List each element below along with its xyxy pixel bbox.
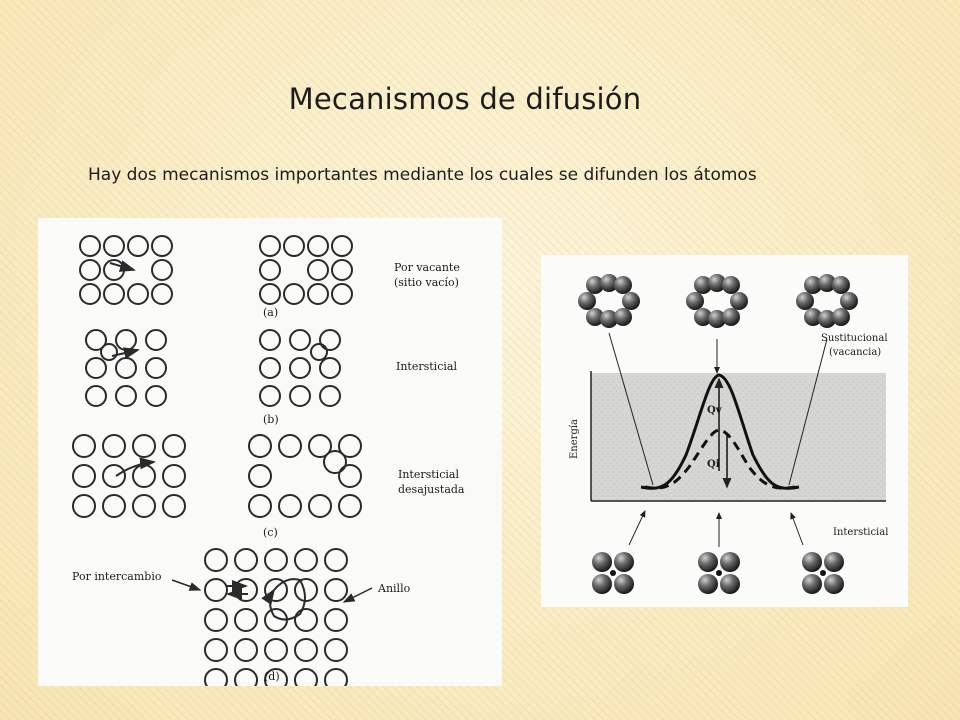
sphere-atom xyxy=(802,574,822,594)
lattice-atom xyxy=(308,284,328,304)
slide-subtitle: Hay dos mecanismos importantes mediante los cuales se difunden los átomos xyxy=(88,165,757,185)
lattice-atom xyxy=(86,386,106,406)
lattice-atom xyxy=(260,358,280,378)
label-intersticial-desajustada-2: desajustada xyxy=(398,483,465,496)
lattice-atom xyxy=(133,435,155,457)
lattice-atom xyxy=(249,435,271,457)
lattice-atom xyxy=(325,549,347,571)
lattice-atom xyxy=(205,639,227,661)
lattice-atom xyxy=(235,669,257,686)
lattice-atom xyxy=(265,639,287,661)
lattice-atom xyxy=(295,669,317,686)
sphere-atom xyxy=(592,574,612,594)
interstitial-lattice-before xyxy=(86,330,166,406)
vacancy-lattice-before xyxy=(80,236,172,304)
label-energia: Energía xyxy=(569,419,580,459)
diffusion-mechanisms-svg xyxy=(38,218,502,686)
interstitialcy-displaced-atom xyxy=(324,451,346,473)
lattice-atom xyxy=(163,435,185,457)
label-a: (a) xyxy=(263,306,279,319)
lattice-atom xyxy=(103,435,125,457)
interstitial-cluster-final xyxy=(802,552,844,594)
label-c: (c) xyxy=(263,526,278,539)
lattice-atom xyxy=(339,465,361,487)
interstitial-dot xyxy=(610,570,616,576)
lattice-atom xyxy=(146,330,166,350)
slide-title: Mecanismos de difusión xyxy=(288,82,642,116)
interstitial-atom-after xyxy=(311,344,327,360)
label-sitio-vacio: (sitio vacío) xyxy=(394,276,459,289)
label-anillo: Anillo xyxy=(378,582,411,595)
lattice-atom xyxy=(104,260,124,280)
sphere-atom xyxy=(622,292,640,310)
sphere-atom xyxy=(614,552,634,572)
lattice-atom xyxy=(309,495,331,517)
lattice-atom xyxy=(325,609,347,631)
interstitial-cluster-saddle xyxy=(698,552,740,594)
sphere-atom xyxy=(614,308,632,326)
vacancy-lattice-after xyxy=(260,236,352,304)
sphere-atom xyxy=(796,292,814,310)
interstitial-atom-clusters xyxy=(592,552,844,594)
sphere-atom xyxy=(720,552,740,572)
lattice-atom xyxy=(260,236,280,256)
lattice-atom xyxy=(265,549,287,571)
energy-plot-area xyxy=(591,373,886,501)
lattice-atom xyxy=(295,549,317,571)
lattice-atom xyxy=(284,236,304,256)
lattice-atom xyxy=(290,358,310,378)
lattice-atom xyxy=(128,284,148,304)
sphere-atom xyxy=(614,276,632,294)
lattice-atom xyxy=(133,495,155,517)
sphere-atom xyxy=(824,574,844,594)
interstitial-lattice-after xyxy=(260,330,340,406)
lattice-atom xyxy=(80,260,100,280)
lattice-atom xyxy=(80,236,100,256)
lattice-atom xyxy=(152,236,172,256)
lattice-atom xyxy=(290,386,310,406)
sphere-atom xyxy=(720,574,740,594)
sphere-atom xyxy=(722,276,740,294)
lattice-atom xyxy=(146,358,166,378)
label-b: (b) xyxy=(263,413,279,426)
lattice-atom xyxy=(260,386,280,406)
lattice-atom xyxy=(86,358,106,378)
lattice-atom xyxy=(205,609,227,631)
label-vacancia: (vacancia) xyxy=(829,347,882,358)
lattice-atom xyxy=(152,260,172,280)
lattice-atom xyxy=(332,260,352,280)
lattice-atom xyxy=(320,330,340,350)
lattice-atom xyxy=(332,236,352,256)
interstitial-dot xyxy=(716,570,722,576)
lattice-atom xyxy=(104,236,124,256)
lattice-atom xyxy=(205,549,227,571)
label-por-intercambio: Por intercambio xyxy=(72,570,162,583)
lattice-atom xyxy=(260,260,280,280)
lattice-atom xyxy=(279,435,301,457)
lattice-atom xyxy=(103,465,125,487)
lattice-atom xyxy=(104,284,124,304)
label-qv: Qv xyxy=(707,405,722,416)
pointer-intercambio xyxy=(172,580,200,590)
substitutional-atom-clusters xyxy=(578,274,858,328)
interstitialcy-lattice-after xyxy=(249,435,361,517)
lattice-atom xyxy=(116,386,136,406)
lattice-atom xyxy=(163,495,185,517)
sphere-atom xyxy=(686,292,704,310)
sphere-atom xyxy=(614,574,634,594)
lattice-atom xyxy=(325,639,347,661)
lattice-atom xyxy=(103,495,125,517)
lattice-atom xyxy=(260,330,280,350)
lattice-atom xyxy=(116,358,136,378)
pointer-bottom-left xyxy=(629,511,645,545)
lattice-atom xyxy=(260,284,280,304)
label-sustitucional: Sustitucional xyxy=(821,333,888,344)
lattice-atom xyxy=(339,495,361,517)
label-intersticial-right: Intersticial xyxy=(833,527,889,538)
lattice-atom xyxy=(325,579,347,601)
lattice-atom xyxy=(249,465,271,487)
lattice-atom xyxy=(205,579,227,601)
sphere-atom xyxy=(698,574,718,594)
sphere-atom xyxy=(802,552,822,572)
label-intersticial: Intersticial xyxy=(396,360,457,373)
lattice-atom xyxy=(235,549,257,571)
lattice-atom xyxy=(163,465,185,487)
lattice-atom xyxy=(152,284,172,304)
sphere-atom xyxy=(592,552,612,572)
sphere-atom xyxy=(730,292,748,310)
sphere-atom xyxy=(722,308,740,326)
energy-barrier-svg xyxy=(541,255,908,607)
vacancy-cluster-final xyxy=(796,274,858,328)
lattice-atom xyxy=(133,465,155,487)
lattice-atom xyxy=(284,284,304,304)
lattice-atom xyxy=(73,435,95,457)
lattice-atom xyxy=(320,358,340,378)
lattice-atom xyxy=(295,609,317,631)
sphere-atom xyxy=(832,276,850,294)
sphere-atom xyxy=(698,552,718,572)
lattice-atom xyxy=(290,330,310,350)
label-d: (d) xyxy=(264,670,280,683)
lattice-atom xyxy=(205,669,227,686)
interstitial-atom-before xyxy=(101,344,117,360)
interstitial-cluster-initial xyxy=(592,552,634,594)
interstitial-dot xyxy=(820,570,826,576)
vacancy-cluster-saddle xyxy=(686,274,748,328)
diffusion-mechanisms-figure xyxy=(38,218,502,686)
sphere-atom xyxy=(840,292,858,310)
lattice-atom xyxy=(332,284,352,304)
lattice-atom xyxy=(279,495,301,517)
lattice-atom xyxy=(73,495,95,517)
lattice-atom xyxy=(325,669,347,686)
sphere-atom xyxy=(824,552,844,572)
lattice-atom xyxy=(128,236,148,256)
lattice-atom xyxy=(308,236,328,256)
label-intersticial-desajustada-1: Intersticial xyxy=(398,468,459,481)
lattice-atom xyxy=(295,639,317,661)
pointer-anillo xyxy=(344,588,372,602)
lattice-atom xyxy=(308,260,328,280)
lattice-atom xyxy=(235,639,257,661)
lattice-atom xyxy=(80,284,100,304)
lattice-atom xyxy=(73,465,95,487)
lattice-atom xyxy=(235,609,257,631)
label-qi: Qi xyxy=(707,459,720,470)
sphere-atom xyxy=(832,308,850,326)
label-por-vacante: Por vacante xyxy=(394,261,460,274)
vacancy-cluster-initial xyxy=(578,274,640,328)
interstitialcy-lattice-before xyxy=(73,435,185,517)
lattice-atom xyxy=(320,386,340,406)
pointer-bottom-right xyxy=(791,513,803,545)
sphere-atom xyxy=(578,292,596,310)
lattice-atom xyxy=(116,330,136,350)
energy-barrier-figure xyxy=(541,255,908,607)
lattice-atom xyxy=(146,386,166,406)
lattice-atom xyxy=(235,579,257,601)
lattice-atom xyxy=(249,495,271,517)
